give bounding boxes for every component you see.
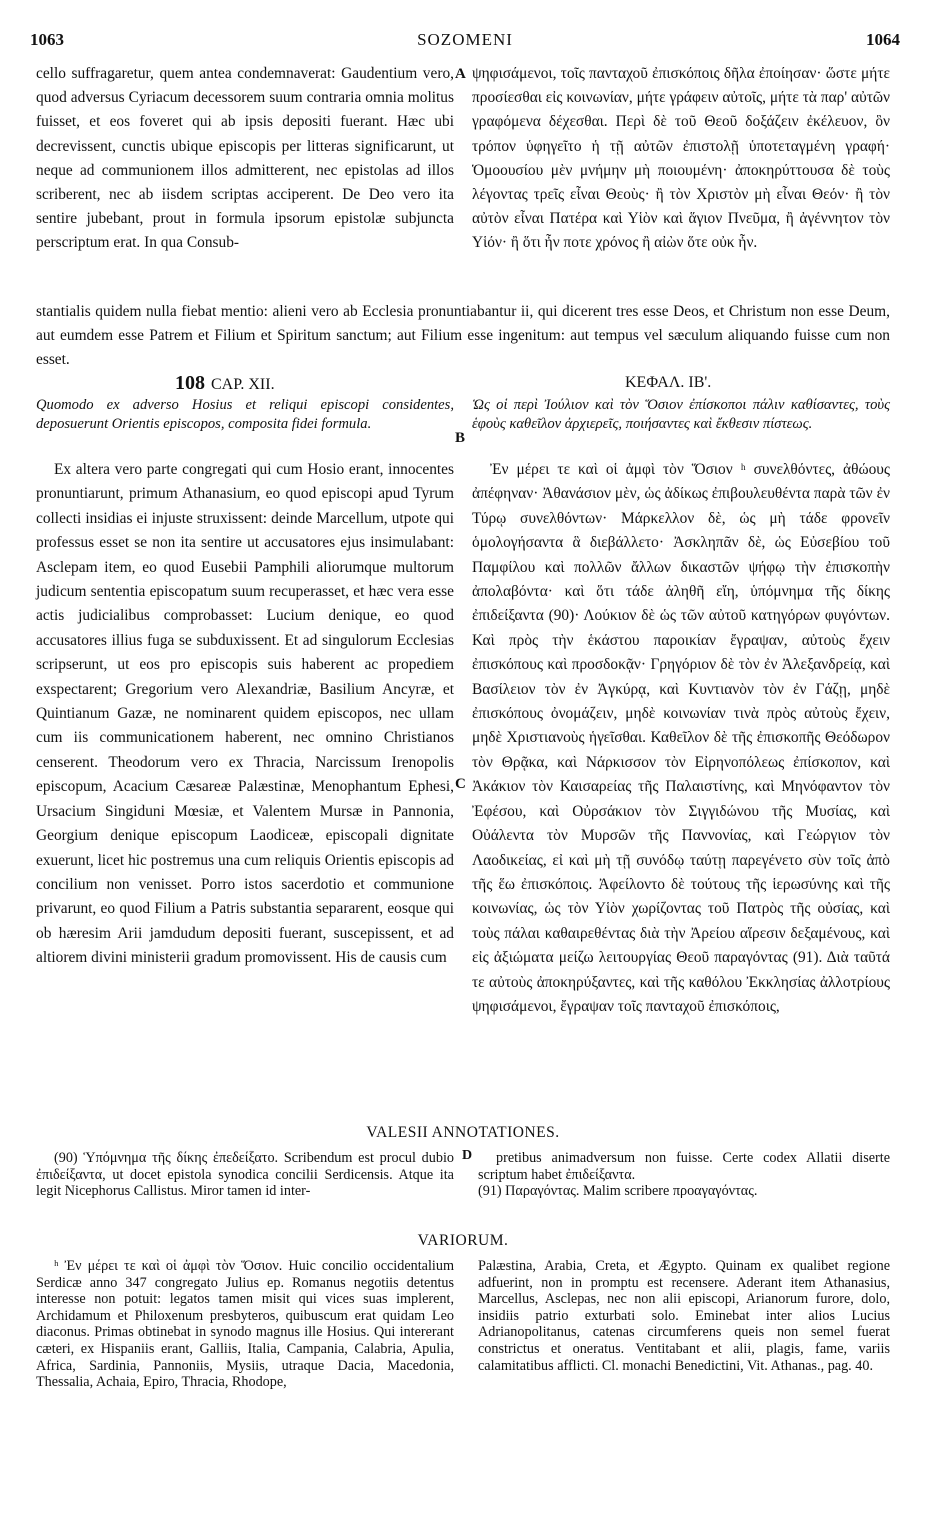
- greek-chapter-label: ΚΕΦΑΛ. ΙΒ'.: [625, 374, 712, 391]
- marker-b: B: [455, 430, 466, 446]
- marker-c: C: [455, 776, 466, 792]
- running-title: SOZOMENI: [417, 30, 513, 49]
- chapter-column-number: 108: [175, 372, 205, 394]
- left-page-number: 1063: [30, 30, 64, 49]
- top-full-width-text: stantialis quidem nulla fiebat mentio: alieni vero ab Ecclesia pronuntiabantur ii, qui dicerent tres esse Deos, et Christum non esse Deum, aut eumdem esse Patrem et Filium et Spiritum sanctum; aut Filium esse ingenitum: aut tempus vel sæculum aliquando fuisse cum non esset.: [36, 303, 890, 369]
- variorum-heading: VARIORUM.: [417, 1232, 509, 1249]
- marker-a: A: [455, 66, 466, 82]
- latin-chapter-heading: [175, 372, 275, 395]
- top-latin-text: cello suffragaretur, quem antea condemnaverat: Gaudentium vero, quod adversus Cyriacum decessorem suum contraria omnia molitus fuisset, et eos foveret qui ab ipsis depositi fuerant. Hæc ubi decrevissent, cunctis ubique episcopis per litteras significarunt, ut neque ad communionem illos admitterent, nec epistolas ad illos scriberent, nec ab iisdem scriptas acciperent. De Deo vero ita sentire jubebant, prout in formula ipsorum epistolæ subjuncta perscriptum erat. In qua Consub-: [36, 65, 454, 252]
- running-header: [30, 30, 900, 52]
- latin-chapter-summary: Quomodo ex adverso Hosius et reliqui episcopi considentes, deposuerunt Orientis episcopos, composita fidei formula.: [36, 397, 454, 432]
- top-greek-text: ψηφισάμενοι, τοῖς πανταχοῦ ἐπισκόποις δῆλα ἐποίησαν· ὥστε μήτε προσίεσθαι εἰς κοινωνίαν, μήτε γράφειν αὐτοῖς, μήτε τὰ παρ' αὐτῶν γραφόμενα δέχεσθαι. Περὶ δὲ τοῦ Θεοῦ δοξάζειν ἐκέλευον, ὃν τρόπον ὑφηγεῖτο ἡ τῇ αὐτῶν ἐπιστολῇ ὑποτεταγμένη γραφή· Ὁμοουσίου μὲν μνήμην μὴ ποιουμένη· ἀποκηρύττουσα δὲ τοὺς λέγοντας τρεῖς εἶναι Θεοὺς· ἢ τὸν Χριστὸν μὴ εἶναι Θεόν· ἢ τὸν αὐτὸν εἶναι Πατέρα καὶ Υἱὸν καὶ ἅγιον Πνεῦμα, ἢ ἀγέννητον τὸν Υἱόν· ἢ ὅτι ἦν ποτε χρόνος ἢ αἰὼν ὅτε οὐκ ἦν.: [472, 65, 890, 252]
- latin-chapter-label: CAP. XII.: [211, 376, 275, 393]
- latin-body-text: Ex altera vero parte congregati qui cum Hosio erant, innocentes pronuntiarunt, primum Athanasium, eo quod episcopi apud Tyrum collecti insidias ei injuste struxissent: deinde Marcellum, utpote qui professus esset se non ita sentire ut accusatores ejus insimulabant: Asclepam item, eo quod Eusebii Pamphili aliorumque multorum judicum sententia episcopatum suum recuperasset, et hæc vera esse actis judicialibus comprobasset: Lucium denique, eo quod accusatores illius fuga se subduxissent. Et ad singulorum Ecclesias scripserunt, ut eos pro episcopis suis haberent ac propediem exspectarent; Gregorium vero Alexandriæ, Basilium Ancyræ, et Quintianum Gazæ, ne nominarent quidem episcopos, nec ullam cum iis communicationem haberent, nec omnino Christianos censerent. Theodorum vero ex Thracia, Narcissum Irenopolis episcopum, Acacium Cæsareæ Palæstinæ, Menophantum Ephesi, Ursacium Singiduni Mœsiæ, et Valentem Mursæ in Pannonia, Georgium denique episcopum Laodiceæ, episcopali dignitate exuerunt, licet hic postremus una cum reliquis Orientis episcopis ad concilium non venisset. Porro istos sacerdotio et communione privarunt, eo quod Filium a Patris substantia separarent, eosque qui ob hæresim Arii jamdudum depositi fuerant, suscepissent, et ad altiorem divini ministerii gradum promovissent. His de causis cum: [36, 461, 454, 967]
- valesii-note-right: pretibus animadversum non fuisse. Certe codex Allatii diserte scriptum habet ἐπιδείξαντα. (91) Παραγόντας. Malim scribere προαγαγόντας.: [478, 1150, 890, 1200]
- greek-chapter-heading: [625, 374, 711, 392]
- greek-chapter-summary: Ὡς οἱ περὶ Ἰούλιον καὶ τὸν Ὅσιον ἐπίσκοποι πάλιν καθίσαντες, τοὺς ἑφοὺς καθεῖλον ἀρχιερεῖς, ποιήσαντες καὶ ἔκθεσιν πίστεως.: [472, 397, 890, 432]
- valesii-heading: VALESII ANNOTATIONES.: [366, 1124, 560, 1141]
- variorum-note-left: ʰ Ἐν μέρει τε καὶ οἱ ἀμφὶ τὸν Ὅσιον. Huic concilio occidentalium Serdicæ anno 347 congregato Julius ep. Romanus negotiis detentus interesse non potuit: legatos tamen misit qui vices suas implerent, Archidamum et Philoxenum presbyteros, quibuscum erat quidam Leo diaconus. Primas obtinebat in synodo magnus ille Hosius. Qui intererant cæteri, ex Hispaniis erant, Galliis, Italia, Campania, Calabria, Apulia, Africa, Sardinia, Pannoniis, Mysiis, utraque Dacia, Macedonia, Thessalia, Achaia, Epiro, Thracia, Rhodope,: [36, 1258, 454, 1391]
- variorum-note-right: Palæstina, Arabia, Creta, et Ægypto. Quinam ex qualibet regione adfuerint, non in promptu est recensere. Aderant item Athanasius, Marcellus, Asclepas, nec non alii episcopi, Arianorum furore, dolo, insidiis patrio exturbati solo. Eminebat inter alios Lucius Adrianopolitanus, catenas circumferens queis non semel fuerat constrictus et oneratus. Ventitabant et alii, plagis, fame, variis calamitatibus afflicti. Cl. monachi Benedictini, Vit. Athanas., pag. 40.: [478, 1258, 890, 1374]
- marker-d: D: [462, 1148, 473, 1163]
- greek-body-text: Ἐν μέρει τε καὶ οἱ ἀμφὶ τὸν Ὅσιον ʰ συνελθόντες, ἀθώους ἀπέφηναν· Ἀθανάσιον μὲν, ὡς ἀδίκως ἐπιβουλευθέντα παρὰ τῶν ἐν Τύρῳ συνελθόντων· Μάρκελλον δὲ, ὡς μὴ τάδε φρονεῖν ὁμολογήσαντα ἃ διεβάλλετο· Ἀσκληπᾶν δὲ, ὡς Εὐσεβίου τοῦ Παμφίλου καὶ πολλῶν ἄλλων δικαστῶν ψήφῳ τὴν ἐπισκοπὴν ἀπολαβόντα· καὶ ὅτι τάδε ἀληθῆ εἴη, ὑπόμνημα τῆς δίκης ἐπιδείξαντα (90)· Λούκιον δὲ ὡς τῶν αὐτοῦ κατηγόρων φυγόντων. Καὶ πρὸς τὴν ἑκάστου παροικίαν ἔγραψαν, αὐτοὺς ἔχειν ἐπισκόπους καὶ προσδοκᾷν· Γρηγόριον δὲ τὸν ἐν Ἀλεξανδρείᾳ, καὶ Βασίλειον τὸν ἐν Ἀγκύρᾳ, καὶ Κυντιανὸν τὸν ἐν Γάζῃ, μηδὲ ἐπισκόπους ὀνομάζειν, μηδὲ κοινωνίαν τινὰ πρὸς αὐτοὺς ἔχειν, μηδὲ Χριστιανοὺς ἡγεῖσθαι. Καθεῖλον δὲ τῆς ἐπισκοπῆς Θεόδωρον τὸν Θρᾷκα, καὶ Νάρκισσον τὸν Εἰρηνοπόλεως ἐπίσκοπον, καὶ Ἀκάκιον τὸν Καισαρείας τῆς Παλαιστίνης, καὶ Μηνόφαντον τὸν Ἐφέσου, καὶ Οὐρσάκιον τὸν Σιγγιδώνου τῆς Μυσίας, καὶ Οὐάλεντα τὸν Μυρσῶν τῆς Παννονίας, καὶ Γεώργιον τὸν Λαοδικείας, εἰ καὶ μὴ τῇ συνόδῳ ταύτῃ παρεγένετο σὺν τοῖς ἀπὸ τῆς ἕω ἐπισκόποις. Ἀφείλοντο δὲ τούτους τῆς ἱερωσύνης καὶ τῆς κοινωνίας, ὡς τὸν Υἱὸν χωρίζοντας τοῦ Πατρὸς τῆς οὐσίας, καὶ τοὺς πάλαι καθαιρεθέντας διὰ τὴν Ἀρείου αἵρεσιν δεξαμένους, καὶ εἰς ἀξιώματα μείζω λειτουργίας Θεοῦ παραγόντας (91). Διὰ ταῦτά τε αὐτοὺς ἀποκηρύξαντες, καὶ τῆς καθόλου Ἐκκλησίας ἀλλοτρίους ψηφισάμενοι, ἔγραψαν τοῖς πανταχοῦ ἐπισκόποις,: [472, 461, 890, 1015]
- valesii-note-left: (90) Ὑπόμνημα τῆς δίκης ἐπεδείξατο. Scribendum est procul dubio ἐπιδείξαντα, ut docet epistola synodica concilii Serdicensis. Atque ita legit Nicephorus Callistus. Miror tamen id inter-: [36, 1150, 454, 1200]
- right-page-number: 1064: [866, 30, 900, 49]
